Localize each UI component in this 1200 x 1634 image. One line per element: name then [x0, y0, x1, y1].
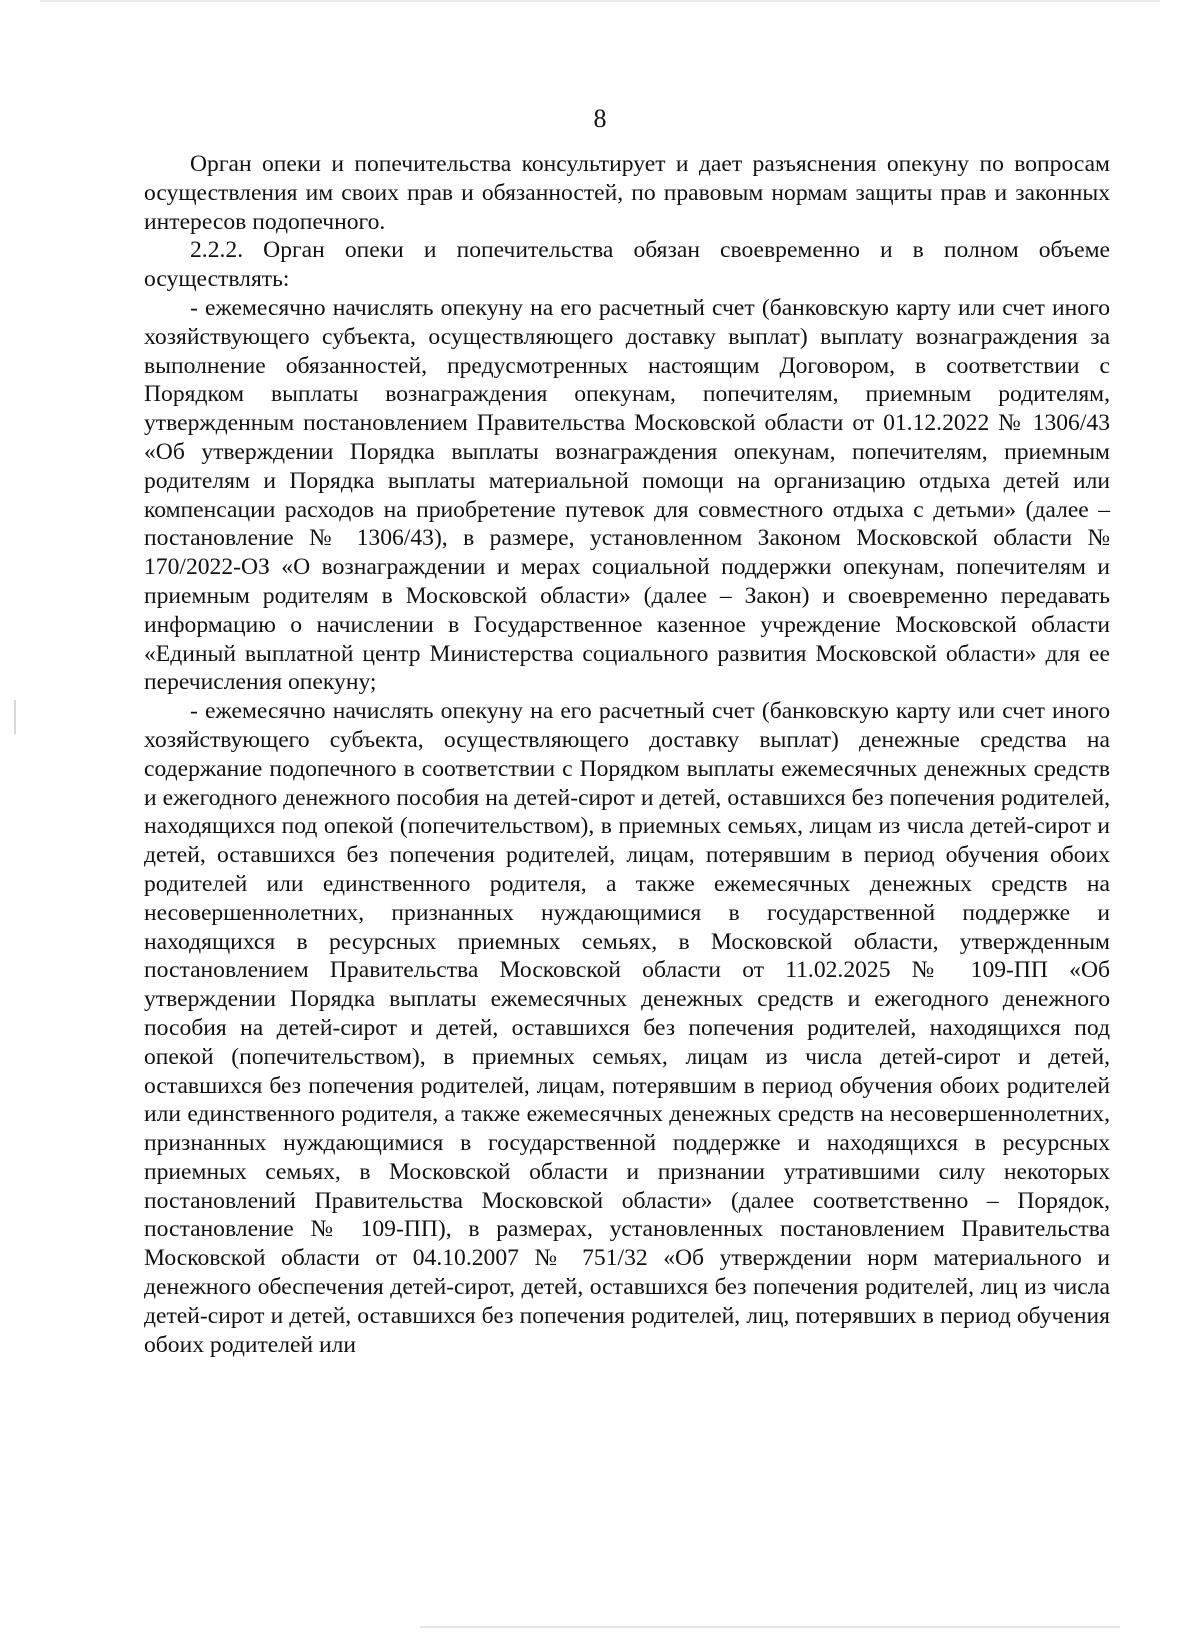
paragraph-maintenance-funds: - ежемесячно начислять опекуну на его расчетный счет (банковскую карту или счет иного хозяйствующего субъекта, осуществляющего доставку выплат) денежные средства на содержание подопечного в соответствии с Порядком выплаты ежемесячных денежных средств и ежегодного денежного пособия на детей-сирот и детей, оставшихся без попечения родителей, находящихся под опекой (попечительством), в приемных семьях, лицам из числа детей-сирот и детей, оставшихся без попечения родителей, лицам, потерявшим в период обучения обоих родителей или единственного родителя, а также ежемесячных денежных средств на несовершеннолетних, признанных нуждающимися в государственной поддержке и находящихся в ресурсных приемных семьях, в Московской области, утвержденным постановлением Правительства Московской области от 11.02.2025 № 109-ПП «Об утверждении Порядка выплаты ежемесячных денежных средств и ежегодного денежного пособия на детей-сирот и детей, оставшихся без попечения родителей, находящихся под опекой (попечительством), в приемных семьях, лицам из числа детей-сирот и детей, оставшихся без попечения родителей, лицам, потерявшим в период обучения обоих родителей или единственного родителя, а также ежемесячных денежных средств на несовершеннолетних, признанных нуждающимися в государственной поддержке и находящихся в ресурсных приемных семьях, в Московской области и признании утратившими силу некоторых постановлений Правительства Московской области» (далее соответственно – Порядок, постановление № 109-ПП), в размерах, установленных постановлением Правительства Московской области от 04.10.2007 № 751/32 «Об утверждении норм материального и денежного обеспечения детей-сирот, детей, оставшихся без попечения родителей, лиц из числа детей-сирот и детей, оставшихся без попечения родителей, лиц, потерявших в период обучения обоих родителей или	[144, 698, 1110, 1358]
document-body	[144, 150, 1110, 1359]
scan-mark-left	[14, 700, 16, 734]
scan-edge-top	[40, 0, 1160, 2]
scan-edge-bottom	[420, 1626, 1120, 1628]
paragraph-consultation: Орган опеки и попечительства консультирует и дает разъяснения опекуну по вопросам осуществления им своих прав и обязанностей, по правовым нормам защиты прав и законных интересов подопечного.	[144, 151, 1110, 235]
page-number: 8	[593, 104, 607, 133]
paragraph-clause-2-2-2: 2.2.2. Орган опеки и попечительства обязан своевременно и в полном объеме осуществлять:	[144, 237, 1110, 293]
paragraph-remuneration: - ежемесячно начислять опекуну на его расчетный счет (банковскую карту или счет иного хозяйствующего субъекта, осуществляющего доставку выплат) выплату вознаграждения за выполнение обязанностей, предусмотренных настоящим Договором, в соответствии с Порядком выплаты вознаграждения опекунам, попечителям, приемным родителям, утвержденным постановлением Правительства Московской области от 01.12.2022 № 1306/43 «Об утверждении Порядка выплаты вознаграждения опекунам, попечителям, приемным родителям и Порядка выплаты материальной помощи на организацию отдыха детей или компенсации расходов на приобретение путевок для совместного отдыха с детьми» (далее – постановление № 1306/43), в размере, установленном Законом Московской области № 170/2022-ОЗ «О вознаграждении и мерах социальной поддержки опекунам, попечителям и приемным родителям в Московской области» (далее – Закон) и своевременно передавать информацию о начислении в Государственное казенное учреждение Московской области «Единый выплатной центр Министерства социального развития Московской области» для ее перечисления опекуну;	[144, 294, 1110, 696]
